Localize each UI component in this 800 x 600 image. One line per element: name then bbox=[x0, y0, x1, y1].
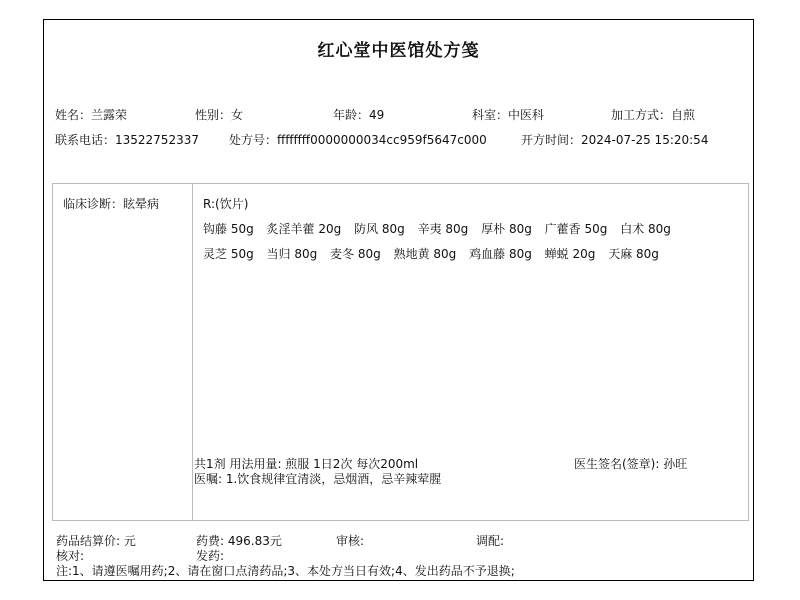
dosage-usage: 共1剂 用法用量: 煎服 1日2次 每次200ml bbox=[194, 457, 419, 471]
herb-item: 辛夷 80g bbox=[417, 222, 469, 236]
patient-name: 姓名：兰露荣 bbox=[55, 108, 128, 122]
page-title: 红心堂中医馆处方笺 bbox=[317, 41, 480, 61]
medical-advice: 医嘱: 1.饮食规律宜清淡，忌烟酒，忌辛辣荤腥 bbox=[194, 472, 442, 486]
herb-item: 白术 80g bbox=[620, 222, 671, 236]
rx-label: R:(饮片) bbox=[203, 197, 249, 211]
herb-item: 鸡血藤 80g bbox=[469, 247, 532, 261]
herb-item: 防风 80g bbox=[354, 222, 405, 236]
dispense-prep-field: 调配: bbox=[476, 534, 505, 548]
patient-gender: 性别：女 bbox=[195, 108, 244, 122]
herb-item: 当归 80g bbox=[266, 247, 318, 261]
footer-notes: 注:1、请遵医嘱用药;2、请在窗口点清药品;3、本处方当日有效;4、发出药品不予退换; bbox=[56, 564, 515, 578]
department: 科室：中医科 bbox=[472, 108, 545, 122]
prescription-sheet bbox=[43, 19, 754, 581]
issue-field: 发药: bbox=[196, 549, 225, 563]
check-field: 核对: bbox=[56, 549, 85, 563]
herb-item: 广藿香 50g bbox=[544, 222, 608, 236]
clinical-diagnosis: 临床诊断：眩晕病 bbox=[63, 197, 160, 211]
herb-item: 灵芝 50g bbox=[203, 247, 254, 261]
herb-item: 钩藤 50g bbox=[203, 222, 254, 236]
settlement-price: 药品结算价: 元 bbox=[56, 534, 136, 548]
review-field: 审核: bbox=[336, 534, 365, 548]
drug-fee: 药费: 496.83元 bbox=[196, 534, 282, 548]
patient-age: 年龄：49 bbox=[333, 108, 385, 122]
herb-item: 麦冬 80g bbox=[330, 247, 381, 261]
prescription-body bbox=[52, 183, 749, 521]
herb-item: 厚朴 80g bbox=[481, 222, 532, 236]
herb-item: 天麻 80g bbox=[608, 247, 659, 261]
herb-item: 炙淫羊藿 20g bbox=[266, 222, 342, 236]
herb-list-line-2 bbox=[203, 245, 668, 262]
column-divider bbox=[192, 184, 193, 520]
herb-item: 蝉蜕 20g bbox=[544, 247, 596, 261]
prescription-number: 处方号：ffffffff0000000034cc959f5647c000 bbox=[229, 133, 487, 147]
doctor-signature: 医生签名(签章): 孙旺 bbox=[574, 457, 688, 471]
herb-item: 熟地黄 80g bbox=[393, 247, 457, 261]
prescription-time: 开方时间：2024-07-25 15:20:54 bbox=[521, 133, 709, 147]
contact-phone: 联系电话：13522752337 bbox=[55, 133, 199, 147]
herb-list-line-1 bbox=[203, 220, 680, 237]
processing-method: 加工方式：自煎 bbox=[611, 108, 696, 122]
